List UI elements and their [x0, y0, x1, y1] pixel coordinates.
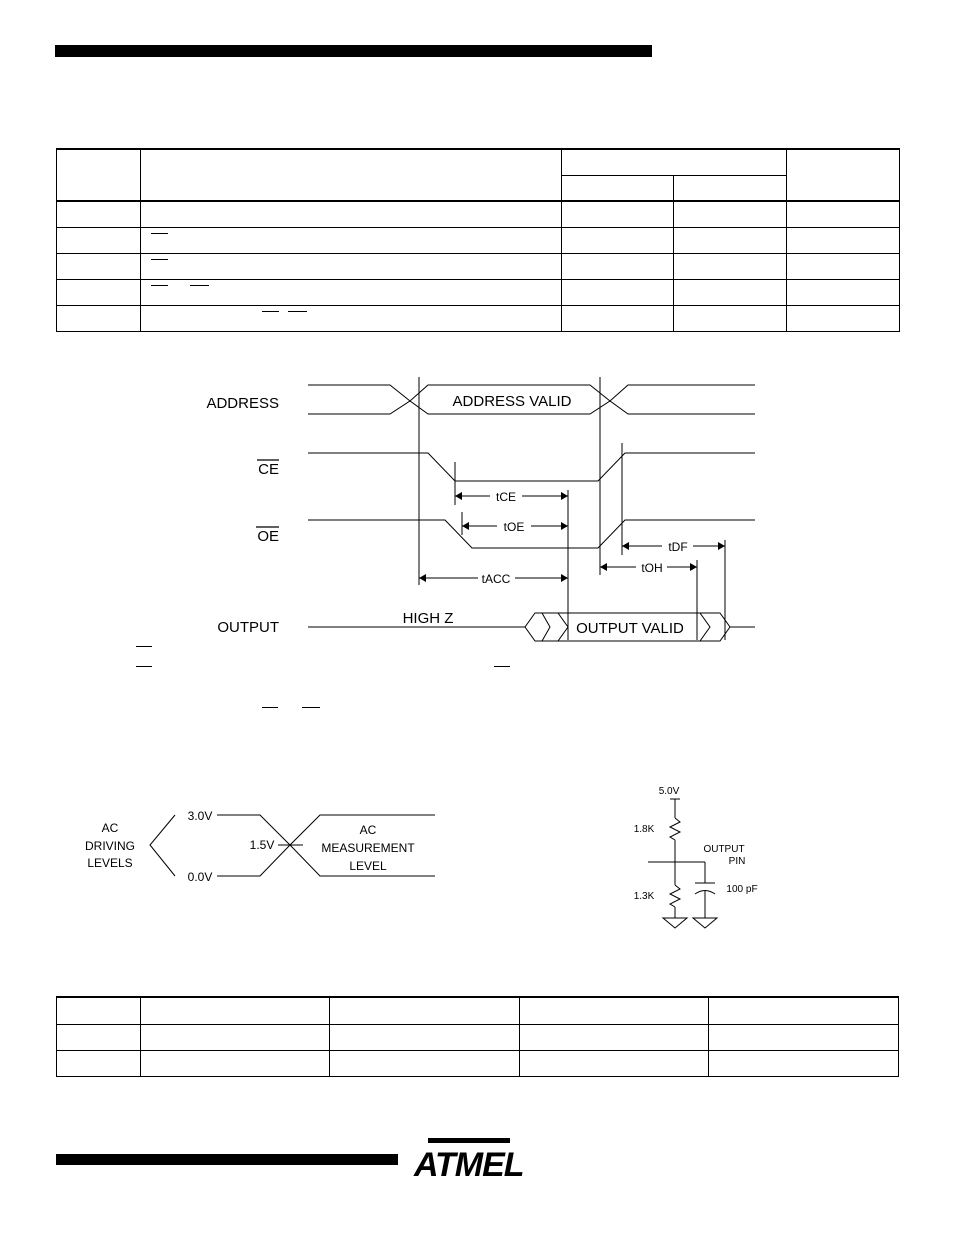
address-label: ADDRESS: [206, 395, 279, 412]
table-header-cell: [57, 997, 141, 1024]
table-header-cell: [141, 997, 330, 1024]
table-cell: [709, 1024, 899, 1050]
resistor-top: [670, 818, 680, 840]
r-bottom-label: 1.3K: [633, 891, 655, 902]
tdf-label: tDF: [668, 540, 688, 554]
output-pin-line1: OUTPUT: [703, 844, 745, 855]
supply-label: 5.0V: [658, 786, 680, 797]
table-header-cell: [520, 997, 709, 1024]
toe-label: tOE: [503, 520, 525, 534]
table-cell: [141, 1050, 330, 1076]
ground-left: [663, 918, 687, 928]
ac-driving-line3: LEVELS: [87, 856, 133, 870]
table-cell: [141, 1024, 330, 1050]
footer-bar: [56, 1154, 398, 1165]
table-cell: [709, 1050, 899, 1076]
oe-waveform: [308, 520, 755, 548]
ac-meas-line2: MEASUREMENT: [321, 841, 415, 855]
ce-label: CE: [258, 461, 279, 478]
ground-right: [693, 918, 717, 928]
oe-label: OE: [257, 528, 279, 545]
cap-label: 100 pF: [726, 884, 758, 895]
overbar-mark: [302, 707, 320, 708]
table-cell: [330, 1050, 520, 1076]
logo-text: ATMEL: [414, 1146, 524, 1184]
ac-meas-line1: AC: [359, 823, 377, 837]
output-transition-bot: [525, 627, 558, 641]
tacc-label: tACC: [481, 572, 511, 586]
resistor-bottom: [670, 885, 680, 907]
r-top-label: 1.8K: [633, 824, 655, 835]
v-low-label: 0.0V: [187, 870, 213, 884]
output-pin-line2: PIN: [728, 856, 746, 867]
output-label: OUTPUT: [217, 619, 279, 636]
table-cell: [330, 1024, 520, 1050]
ac-meas-line3: LEVEL: [349, 859, 387, 873]
overbar-mark: [494, 666, 510, 667]
table-cell: [520, 1024, 709, 1050]
output-transition-top: [525, 613, 558, 627]
high-z-label: HIGH Z: [402, 610, 454, 627]
overbar-mark: [262, 707, 278, 708]
ac-driving-line2: DRIVING: [84, 839, 136, 853]
address-valid-label: ADDRESS VALID: [452, 393, 572, 410]
v-mid-label: 1.5V: [249, 838, 275, 852]
table-cell: [57, 1024, 141, 1050]
toh-label: tOH: [641, 561, 663, 575]
table-cell: [520, 1050, 709, 1076]
pin-capacitance-table: [56, 996, 899, 1077]
table-cell: [57, 1050, 141, 1076]
overbar-mark: [136, 646, 152, 647]
ac-driving-fork: [150, 815, 175, 876]
atmel-logo: [412, 1136, 524, 1184]
output-valid-label: OUTPUT VALID: [576, 620, 684, 637]
table-header-cell: [709, 997, 899, 1024]
overbar-mark: [136, 666, 152, 667]
ac-driving-line1: AC: [101, 821, 119, 835]
ce-waveform: [308, 453, 755, 481]
table-header-cell: [330, 997, 520, 1024]
v-high-label: 3.0V: [187, 809, 213, 823]
tce-label: tCE: [495, 490, 517, 504]
